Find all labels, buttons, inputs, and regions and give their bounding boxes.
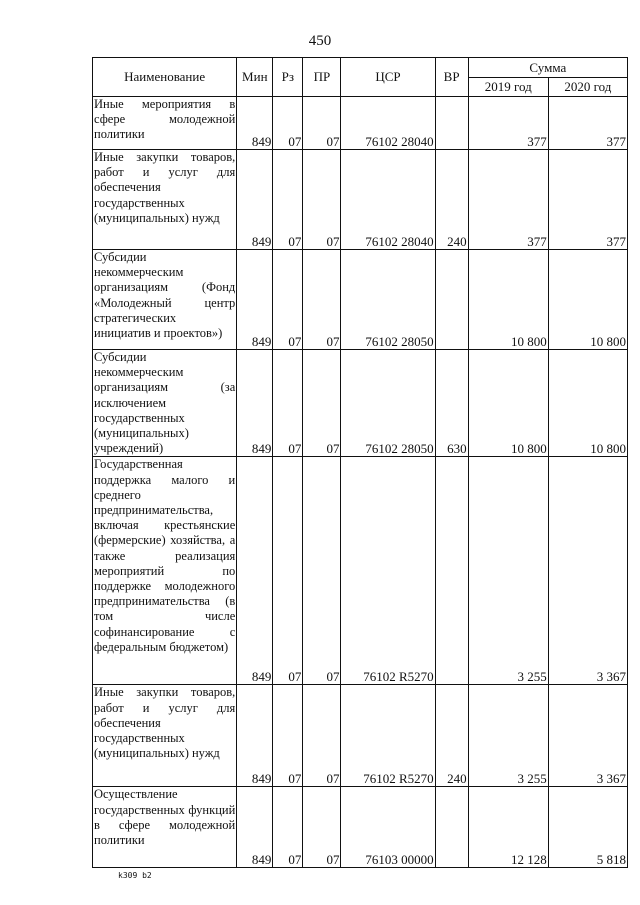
row-sum-2020: 377: [548, 97, 627, 150]
header-row: [93, 58, 628, 78]
row-sum-2019: 12 128: [468, 787, 548, 868]
row-sum-2019: 10 800: [468, 350, 548, 457]
table-row: [93, 787, 628, 868]
footer-code: k309 b2: [118, 871, 152, 880]
row-name: Государственная поддержка малого и среднего предпринимательства, включая крестьянские (фермерские) хозяйства, а также реализация мероприятий по поддержке молодежного предпринимательства (в том числе софинансирование с федеральным бюджетом): [93, 457, 237, 685]
row-pr: 07: [303, 685, 341, 787]
row-rz: 07: [273, 350, 303, 457]
row-name: Иные закупки товаров, работ и услуг для обеспечения государственных (муниципальных) нужд: [93, 685, 237, 787]
row-rz: 07: [273, 685, 303, 787]
row-csr: 76102 R5270: [341, 457, 435, 685]
row-sum-2020: 5 818: [548, 787, 627, 868]
row-rz: 07: [273, 97, 303, 150]
row-pr: 07: [303, 250, 341, 350]
row-sum-2019: 3 255: [468, 685, 548, 787]
row-sum-2019: 3 255: [468, 457, 548, 685]
header-year-2019: 2019 год: [468, 78, 548, 97]
row-vr: [435, 457, 468, 685]
row-pr: 07: [303, 150, 341, 250]
row-vr: 240: [435, 685, 468, 787]
table-row: [93, 150, 628, 250]
row-sum-2020: 10 800: [548, 350, 627, 457]
row-min: 849: [237, 685, 273, 787]
row-csr: 76102 28040: [341, 97, 435, 150]
row-min: 849: [237, 97, 273, 150]
row-rz: 07: [273, 250, 303, 350]
row-csr: 76102 28040: [341, 150, 435, 250]
table-row: [93, 250, 628, 350]
row-name: Иные закупки товаров, работ и услуг для обеспечения государственных (муниципальных) нужд: [93, 150, 237, 250]
header-rz: Рз: [273, 58, 303, 97]
row-name: Субсидии некоммерческим организациям (Фонд «Молодежный центр стратегических инициатив и проектов»): [93, 250, 237, 350]
table-row: [93, 350, 628, 457]
row-rz: 07: [273, 787, 303, 868]
page-number: 450: [308, 33, 332, 49]
header-year-2020: 2020 год: [548, 78, 627, 97]
row-pr: 07: [303, 97, 341, 150]
row-vr: 630: [435, 350, 468, 457]
budget-table: [92, 57, 628, 868]
row-sum-2020: 377: [548, 150, 627, 250]
header-pr: ПР: [303, 58, 341, 97]
row-name: Осуществление государственных функций в сфере молодежной политики: [93, 787, 237, 868]
row-sum-2019: 377: [468, 97, 548, 150]
row-min: 849: [237, 350, 273, 457]
row-min: 849: [237, 787, 273, 868]
header-name: Наименование: [93, 58, 237, 97]
row-pr: 07: [303, 457, 341, 685]
row-vr: 240: [435, 150, 468, 250]
row-rz: 07: [273, 150, 303, 250]
row-min: 849: [237, 150, 273, 250]
row-csr: 76102 28050: [341, 250, 435, 350]
row-pr: 07: [303, 350, 341, 457]
header-min: Мин: [237, 58, 273, 97]
row-sum-2020: 10 800: [548, 250, 627, 350]
row-pr: 07: [303, 787, 341, 868]
row-csr: 76102 R5270: [341, 685, 435, 787]
row-min: 849: [237, 457, 273, 685]
table-row: [93, 457, 628, 685]
row-sum-2019: 377: [468, 150, 548, 250]
row-sum-2020: 3 367: [548, 457, 627, 685]
row-sum-2019: 10 800: [468, 250, 548, 350]
header-sum: Сумма: [468, 58, 627, 78]
row-sum-2020: 3 367: [548, 685, 627, 787]
row-csr: 76103 00000: [341, 787, 435, 868]
row-vr: [435, 250, 468, 350]
row-min: 849: [237, 250, 273, 350]
table-row: [93, 685, 628, 787]
table-row: [93, 97, 628, 150]
row-vr: [435, 787, 468, 868]
header-csr: ЦСР: [341, 58, 435, 97]
header-vr: ВР: [435, 58, 468, 97]
row-rz: 07: [273, 457, 303, 685]
row-vr: [435, 97, 468, 150]
row-name: Субсидии некоммерческим организациям (за исключением государственных (муниципальных) учреждений): [94, 350, 236, 456]
row-csr: 76102 28050: [341, 350, 435, 457]
row-name: Иные мероприятия в сфере молодежной политики: [93, 97, 237, 150]
